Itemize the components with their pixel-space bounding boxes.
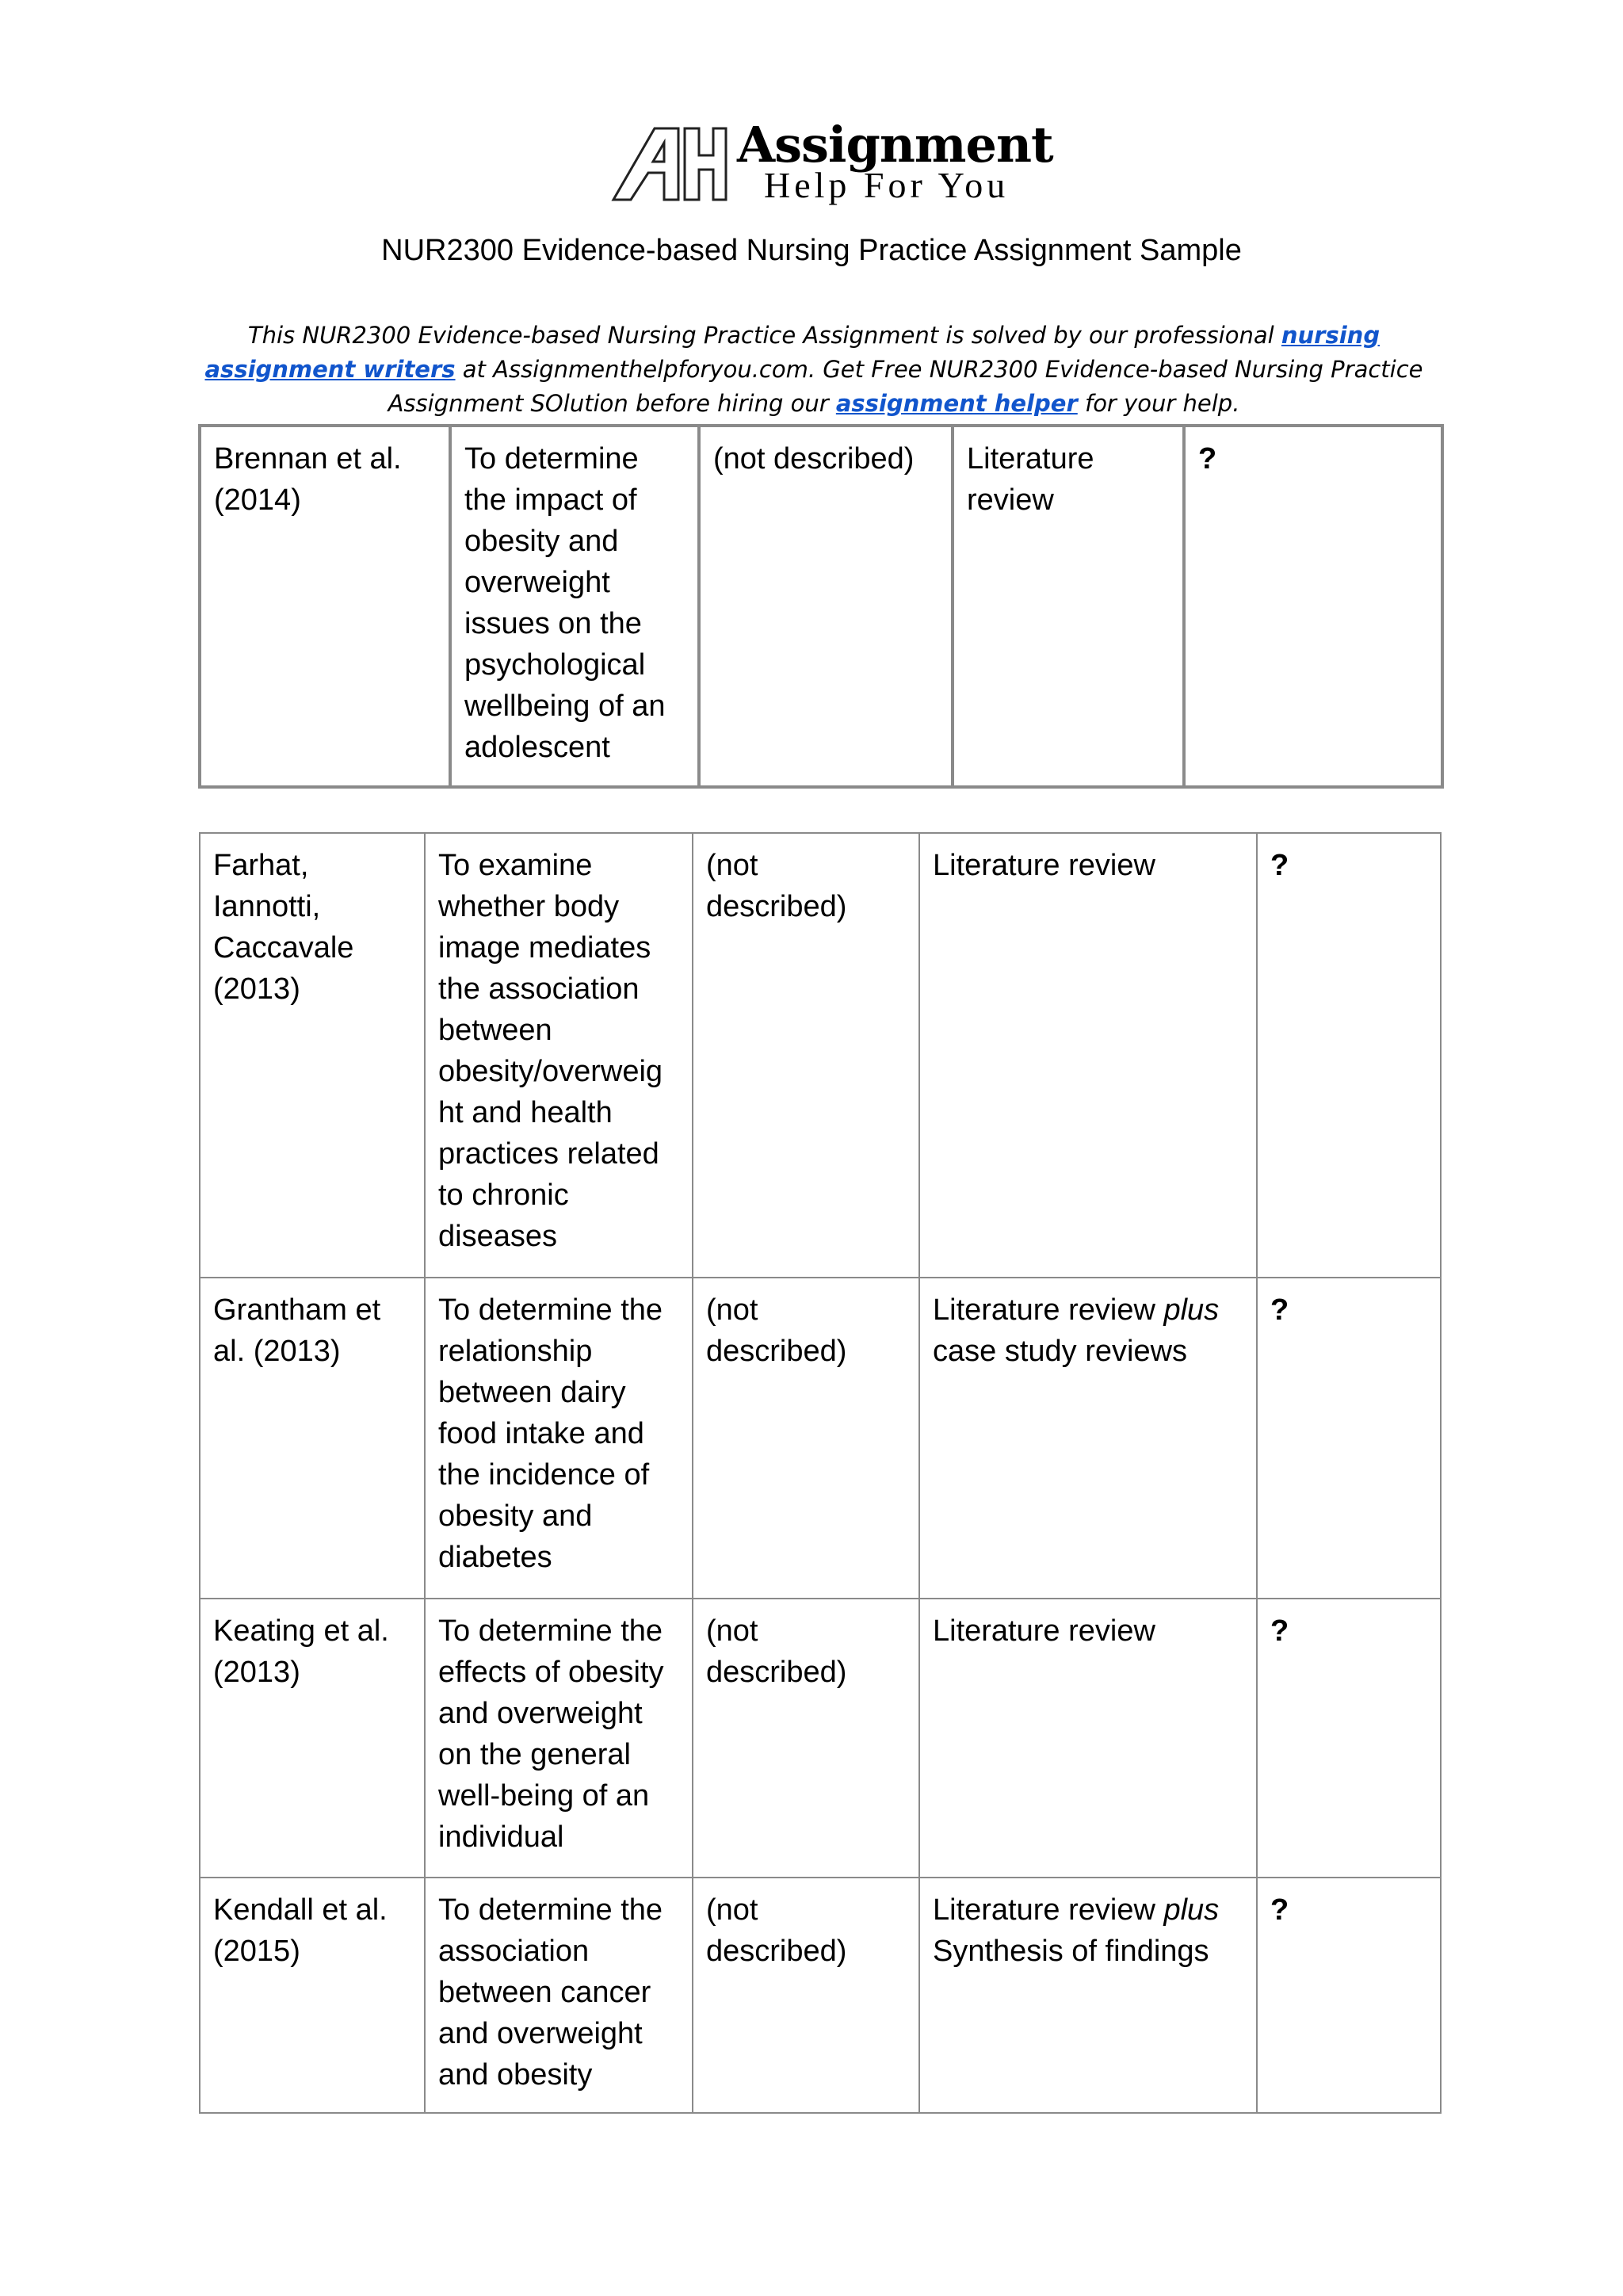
assignment-helper-link[interactable]: assignment helper — [835, 390, 1078, 417]
method-cell — [919, 1278, 1257, 1599]
method-rest: Synthesis of findings — [933, 1935, 1209, 1968]
method-text: Literature review — [933, 1293, 1164, 1327]
score-cell: ? — [1257, 833, 1441, 1278]
aim-cell: To determine the association between cancer and overweight and obesity — [425, 1878, 693, 2113]
study-cell: Brennan et al. (2014) — [200, 426, 450, 787]
score-cell: ? — [1184, 426, 1442, 787]
aim-cell: To determine the effects of obesity and overweight on the general well-being of an individual — [425, 1599, 693, 1878]
aim-cell: To examine whether body image mediates the association between obesity/overweight and health practices related to chronic diseases — [425, 833, 693, 1278]
table-row — [200, 833, 1441, 1278]
logo-wordmark: Assignment — [737, 116, 1053, 174]
study-table-2 — [199, 832, 1442, 2114]
study-cell: Farhat, Iannotti, Caccavale (2013) — [200, 833, 425, 1278]
page-title: NUR2300 Evidence-based Nursing Practice Assignment Sample — [381, 234, 1242, 267]
aim-cell: To determine the relationship between dairy food intake and the incidence of obesity and diabetes — [425, 1278, 693, 1599]
method-text: Literature review — [933, 849, 1155, 882]
score-cell: ? — [1257, 1599, 1441, 1878]
table-row — [200, 426, 1442, 787]
method-text: Literature review — [933, 1614, 1155, 1648]
method-plus: plus — [1163, 1893, 1220, 1927]
study-cell: Grantham et al. (2013) — [200, 1278, 425, 1599]
method-cell — [919, 1878, 1257, 2113]
method-rest: case study reviews — [933, 1335, 1188, 1368]
score-cell: ? — [1257, 1278, 1441, 1599]
intro-text-3: for your help. — [1077, 390, 1240, 417]
sample-cell: (not described) — [693, 1278, 919, 1599]
sample-cell: (not described) — [693, 833, 919, 1278]
method-cell: Literature review — [953, 426, 1184, 787]
study-table-1 — [198, 424, 1444, 789]
brand-logo — [609, 116, 1053, 206]
sample-cell: (not described) — [693, 1599, 919, 1878]
method-text: Literature review — [933, 1893, 1164, 1927]
method-cell — [919, 1599, 1257, 1878]
method-plus: plus — [1163, 1293, 1220, 1327]
intro-text-1: This NUR2300 Evidence-based Nursing Practice Assignment is solved by our professional — [247, 322, 1281, 349]
nursing-writers-link[interactable]: nursing assignment writers — [204, 322, 1381, 383]
sample-cell: (not described) — [699, 426, 953, 787]
logo-tagline: Help For You — [764, 165, 1010, 205]
table-row — [200, 1599, 1441, 1878]
intro-text-2: at Assignmenthelpforyou.com. Get Free NUR2300 Evidence-based Nursing Practice Assignment SOlution before hiring our — [388, 356, 1423, 417]
study-cell: Kendall et al. (2015) — [200, 1878, 425, 2113]
table-row — [200, 1278, 1441, 1599]
study-cell: Keating et al. (2013) — [200, 1599, 425, 1878]
score-cell: ? — [1257, 1878, 1441, 2113]
table-row — [200, 1878, 1441, 2113]
ah-logo-mark-icon — [609, 124, 727, 203]
intro-paragraph — [193, 319, 1434, 421]
method-cell — [919, 833, 1257, 1278]
aim-cell: To determine the impact of obesity and overweight issues on the psychological wellbeing of an adolescent — [450, 426, 699, 787]
sample-cell: (not described) — [693, 1878, 919, 2113]
